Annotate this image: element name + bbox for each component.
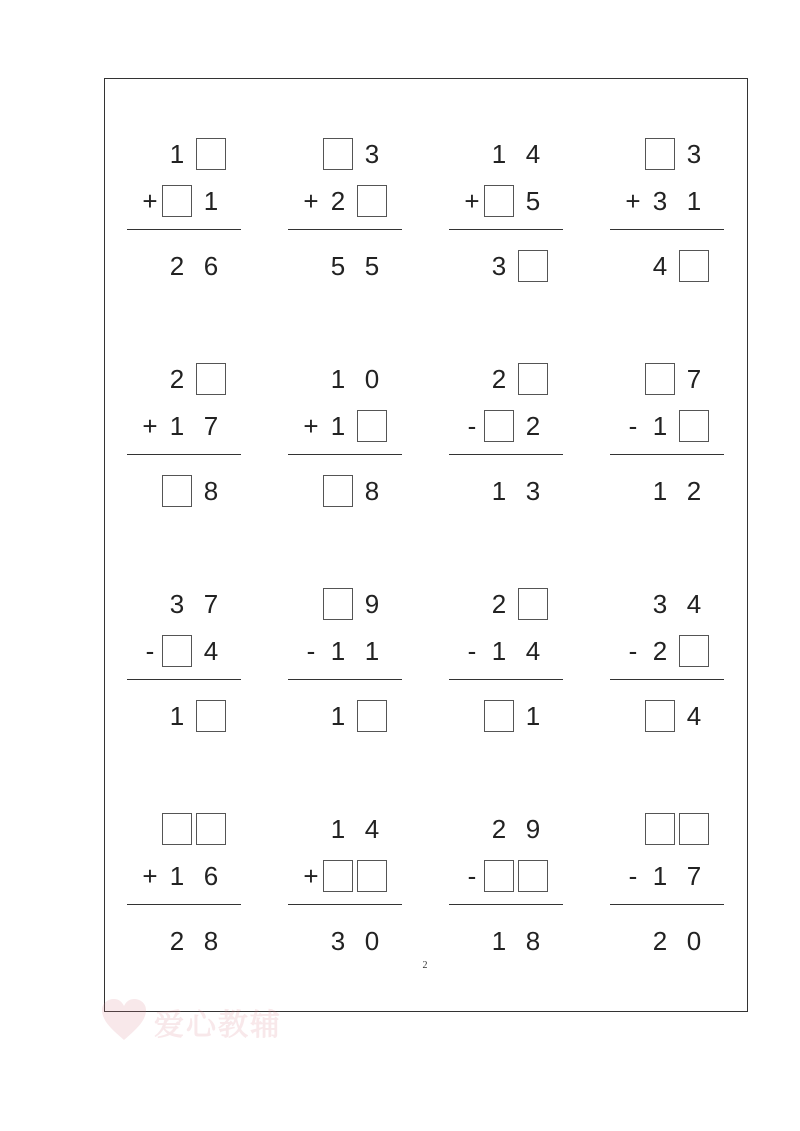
result bbox=[449, 474, 563, 508]
first-operand bbox=[288, 812, 402, 846]
first-operand-digit: 3 bbox=[652, 589, 668, 619]
plus-sign: + bbox=[142, 186, 158, 216]
result-digit: 2 bbox=[686, 476, 702, 506]
second-operand-digit: 1 bbox=[364, 636, 380, 666]
first-operand-cell bbox=[679, 813, 709, 845]
answer-box[interactable] bbox=[357, 700, 387, 732]
result-digit: 5 bbox=[364, 251, 380, 281]
second-operand-digit: 1 bbox=[330, 636, 346, 666]
second-operand bbox=[449, 634, 563, 668]
first-operand-digit: 2 bbox=[491, 814, 507, 844]
first-operand bbox=[610, 587, 724, 621]
first-operand bbox=[449, 812, 563, 846]
result-digit: 4 bbox=[652, 251, 668, 281]
answer-box[interactable] bbox=[196, 813, 226, 845]
second-operand bbox=[610, 634, 724, 668]
first-operand-cell bbox=[162, 813, 192, 845]
result-cell bbox=[484, 700, 514, 732]
first-operand-cell bbox=[196, 363, 226, 395]
result-digit: 8 bbox=[203, 476, 219, 506]
problem bbox=[449, 812, 563, 962]
first-operand-digit: 9 bbox=[525, 814, 541, 844]
first-operand-cell bbox=[323, 138, 353, 170]
second-operand-digit: 2 bbox=[525, 411, 541, 441]
first-operand-cell bbox=[645, 138, 675, 170]
result bbox=[610, 699, 724, 733]
result-digit: 8 bbox=[364, 476, 380, 506]
minus-sign: - bbox=[628, 636, 638, 666]
answer-box[interactable] bbox=[645, 138, 675, 170]
answer-box[interactable] bbox=[323, 860, 353, 892]
first-operand-cell bbox=[518, 588, 548, 620]
second-operand bbox=[449, 859, 563, 893]
answer-box[interactable] bbox=[645, 363, 675, 395]
result-cell bbox=[323, 475, 353, 507]
result-digit: 4 bbox=[686, 701, 702, 731]
first-operand-digit: 4 bbox=[525, 139, 541, 169]
first-operand-cell bbox=[323, 588, 353, 620]
first-operand bbox=[449, 137, 563, 171]
answer-box[interactable] bbox=[518, 363, 548, 395]
first-operand bbox=[288, 362, 402, 396]
page-number: 2 bbox=[422, 960, 428, 971]
result bbox=[127, 699, 241, 733]
answer-box[interactable] bbox=[162, 813, 192, 845]
first-operand bbox=[449, 362, 563, 396]
result-cell bbox=[196, 700, 226, 732]
second-operand-digit: 2 bbox=[330, 186, 346, 216]
problem bbox=[288, 362, 402, 512]
answer-box[interactable] bbox=[518, 860, 548, 892]
result bbox=[288, 474, 402, 508]
first-operand bbox=[288, 137, 402, 171]
result bbox=[610, 474, 724, 508]
answer-box[interactable] bbox=[196, 138, 226, 170]
answer-box[interactable] bbox=[484, 860, 514, 892]
result bbox=[127, 474, 241, 508]
answer-box[interactable] bbox=[645, 813, 675, 845]
first-operand bbox=[610, 137, 724, 171]
result-digit: 5 bbox=[330, 251, 346, 281]
result bbox=[449, 924, 563, 958]
answer-box[interactable] bbox=[162, 185, 192, 217]
first-operand bbox=[288, 587, 402, 621]
second-operand-cell bbox=[518, 860, 548, 892]
second-operand-digit: 1 bbox=[169, 411, 185, 441]
answer-box[interactable] bbox=[679, 250, 709, 282]
second-operand-digit: 2 bbox=[652, 636, 668, 666]
first-operand bbox=[449, 587, 563, 621]
result bbox=[610, 924, 724, 958]
answer-box[interactable] bbox=[357, 185, 387, 217]
result-cell bbox=[162, 475, 192, 507]
result-digit: 1 bbox=[491, 926, 507, 956]
answer-box[interactable] bbox=[323, 475, 353, 507]
first-operand-digit: 2 bbox=[169, 364, 185, 394]
sum-line bbox=[127, 904, 241, 905]
result bbox=[288, 924, 402, 958]
result-digit: 2 bbox=[169, 251, 185, 281]
minus-sign: - bbox=[467, 636, 477, 666]
second-operand bbox=[127, 184, 241, 218]
second-operand-digit: 1 bbox=[330, 411, 346, 441]
second-operand bbox=[449, 409, 563, 443]
second-operand bbox=[288, 859, 402, 893]
second-operand bbox=[127, 409, 241, 443]
watermark-text: 爱心教辅 bbox=[154, 1008, 282, 1043]
second-operand bbox=[127, 859, 241, 893]
result-cell bbox=[357, 700, 387, 732]
sum-line bbox=[449, 229, 563, 230]
first-operand-digit: 1 bbox=[330, 364, 346, 394]
second-operand-digit: 7 bbox=[686, 861, 702, 891]
result bbox=[127, 924, 241, 958]
second-operand-digit: 1 bbox=[686, 186, 702, 216]
result-digit: 8 bbox=[203, 926, 219, 956]
answer-box[interactable] bbox=[357, 860, 387, 892]
sum-line bbox=[610, 904, 724, 905]
result-digit: 1 bbox=[330, 701, 346, 731]
answer-box[interactable] bbox=[196, 700, 226, 732]
sum-line bbox=[288, 679, 402, 680]
first-operand-cell bbox=[196, 138, 226, 170]
result-cell bbox=[679, 250, 709, 282]
minus-sign: - bbox=[467, 411, 477, 441]
answer-box[interactable] bbox=[484, 410, 514, 442]
answer-box[interactable] bbox=[196, 363, 226, 395]
second-operand-digit: 4 bbox=[525, 636, 541, 666]
result-digit: 1 bbox=[652, 476, 668, 506]
problem bbox=[127, 812, 241, 962]
second-operand-digit: 7 bbox=[203, 411, 219, 441]
sum-line bbox=[610, 229, 724, 230]
sum-line bbox=[610, 454, 724, 455]
first-operand bbox=[127, 362, 241, 396]
result-digit: 0 bbox=[364, 926, 380, 956]
result-digit: 2 bbox=[652, 926, 668, 956]
sum-line bbox=[288, 454, 402, 455]
problem bbox=[288, 812, 402, 962]
result-digit: 8 bbox=[525, 926, 541, 956]
result bbox=[610, 249, 724, 283]
minus-sign: - bbox=[306, 636, 316, 666]
second-operand bbox=[288, 409, 402, 443]
second-operand bbox=[449, 184, 563, 218]
plus-sign: + bbox=[142, 411, 158, 441]
problem bbox=[610, 137, 724, 287]
minus-sign: - bbox=[145, 636, 155, 666]
watermark bbox=[100, 994, 340, 1044]
result-digit: 1 bbox=[491, 476, 507, 506]
second-operand-cell bbox=[679, 410, 709, 442]
second-operand-digit: 5 bbox=[525, 186, 541, 216]
first-operand-digit: 3 bbox=[364, 139, 380, 169]
result bbox=[288, 249, 402, 283]
first-operand-digit: 1 bbox=[330, 814, 346, 844]
minus-sign: - bbox=[628, 861, 638, 891]
result-digit: 2 bbox=[169, 926, 185, 956]
result bbox=[449, 249, 563, 283]
problem bbox=[288, 587, 402, 737]
result bbox=[288, 699, 402, 733]
answer-box[interactable] bbox=[323, 588, 353, 620]
plus-sign: + bbox=[464, 186, 480, 216]
first-operand-digit: 0 bbox=[364, 364, 380, 394]
answer-box[interactable] bbox=[357, 410, 387, 442]
second-operand-digit: 3 bbox=[652, 186, 668, 216]
first-operand-digit: 7 bbox=[686, 364, 702, 394]
first-operand bbox=[610, 362, 724, 396]
result-digit: 3 bbox=[491, 251, 507, 281]
answer-box[interactable] bbox=[518, 588, 548, 620]
second-operand-cell bbox=[484, 185, 514, 217]
plus-sign: + bbox=[142, 861, 158, 891]
problem bbox=[610, 362, 724, 512]
second-operand-cell bbox=[162, 635, 192, 667]
second-operand bbox=[610, 859, 724, 893]
first-operand bbox=[610, 812, 724, 846]
sum-line bbox=[127, 679, 241, 680]
problem bbox=[127, 587, 241, 737]
result-digit: 3 bbox=[330, 926, 346, 956]
second-operand-cell bbox=[357, 185, 387, 217]
first-operand-digit: 2 bbox=[491, 589, 507, 619]
second-operand-cell bbox=[323, 860, 353, 892]
second-operand bbox=[127, 634, 241, 668]
problem bbox=[127, 362, 241, 512]
minus-sign: - bbox=[467, 861, 477, 891]
problem bbox=[610, 587, 724, 737]
first-operand-digit: 7 bbox=[203, 589, 219, 619]
minus-sign: - bbox=[628, 411, 638, 441]
answer-box[interactable] bbox=[679, 813, 709, 845]
problem bbox=[449, 362, 563, 512]
first-operand-digit: 1 bbox=[169, 139, 185, 169]
second-operand-cell bbox=[357, 860, 387, 892]
result bbox=[449, 699, 563, 733]
answer-box[interactable] bbox=[679, 635, 709, 667]
sum-line bbox=[449, 454, 563, 455]
first-operand-digit: 1 bbox=[491, 139, 507, 169]
second-operand-digit: 1 bbox=[169, 861, 185, 891]
problem bbox=[610, 812, 724, 962]
first-operand-digit: 3 bbox=[686, 139, 702, 169]
answer-box[interactable] bbox=[518, 250, 548, 282]
sum-line bbox=[449, 904, 563, 905]
problem bbox=[288, 137, 402, 287]
sum-line bbox=[449, 679, 563, 680]
second-operand-cell bbox=[162, 185, 192, 217]
heart-icon bbox=[100, 998, 148, 1042]
sum-line bbox=[288, 229, 402, 230]
first-operand-digit: 4 bbox=[686, 589, 702, 619]
second-operand-digit: 4 bbox=[203, 636, 219, 666]
first-operand bbox=[127, 137, 241, 171]
first-operand-cell bbox=[645, 363, 675, 395]
first-operand bbox=[127, 812, 241, 846]
plus-sign: + bbox=[303, 861, 319, 891]
sum-line bbox=[288, 904, 402, 905]
plus-sign: + bbox=[303, 186, 319, 216]
second-operand bbox=[288, 634, 402, 668]
plus-sign: + bbox=[303, 411, 319, 441]
plus-sign: + bbox=[625, 186, 641, 216]
second-operand bbox=[610, 184, 724, 218]
second-operand-cell bbox=[679, 635, 709, 667]
result-digit: 1 bbox=[169, 701, 185, 731]
second-operand bbox=[288, 184, 402, 218]
result-digit: 0 bbox=[686, 926, 702, 956]
result-cell bbox=[645, 700, 675, 732]
second-operand-cell bbox=[484, 860, 514, 892]
second-operand-cell bbox=[357, 410, 387, 442]
sum-line bbox=[127, 229, 241, 230]
second-operand-digit: 6 bbox=[203, 861, 219, 891]
result-cell bbox=[518, 250, 548, 282]
problem bbox=[449, 587, 563, 737]
second-operand-digit: 1 bbox=[203, 186, 219, 216]
first-operand-digit: 2 bbox=[491, 364, 507, 394]
answer-box[interactable] bbox=[162, 635, 192, 667]
problem bbox=[449, 137, 563, 287]
result-digit: 1 bbox=[525, 701, 541, 731]
problem bbox=[127, 137, 241, 287]
answer-box[interactable] bbox=[323, 138, 353, 170]
first-operand-digit: 3 bbox=[169, 589, 185, 619]
result-digit: 6 bbox=[203, 251, 219, 281]
second-operand-digit: 1 bbox=[652, 861, 668, 891]
first-operand-digit: 4 bbox=[364, 814, 380, 844]
first-operand-cell bbox=[196, 813, 226, 845]
second-operand-digit: 1 bbox=[652, 411, 668, 441]
sum-line bbox=[610, 679, 724, 680]
second-operand bbox=[610, 409, 724, 443]
first-operand bbox=[127, 587, 241, 621]
sum-line bbox=[127, 454, 241, 455]
second-operand-cell bbox=[484, 410, 514, 442]
second-operand-digit: 1 bbox=[491, 636, 507, 666]
result bbox=[127, 249, 241, 283]
first-operand-digit: 9 bbox=[364, 589, 380, 619]
answer-box[interactable] bbox=[484, 185, 514, 217]
answer-box[interactable] bbox=[484, 700, 514, 732]
result-digit: 3 bbox=[525, 476, 541, 506]
answer-box[interactable] bbox=[645, 700, 675, 732]
answer-box[interactable] bbox=[679, 410, 709, 442]
first-operand-cell bbox=[645, 813, 675, 845]
answer-box[interactable] bbox=[162, 475, 192, 507]
first-operand-cell bbox=[518, 363, 548, 395]
